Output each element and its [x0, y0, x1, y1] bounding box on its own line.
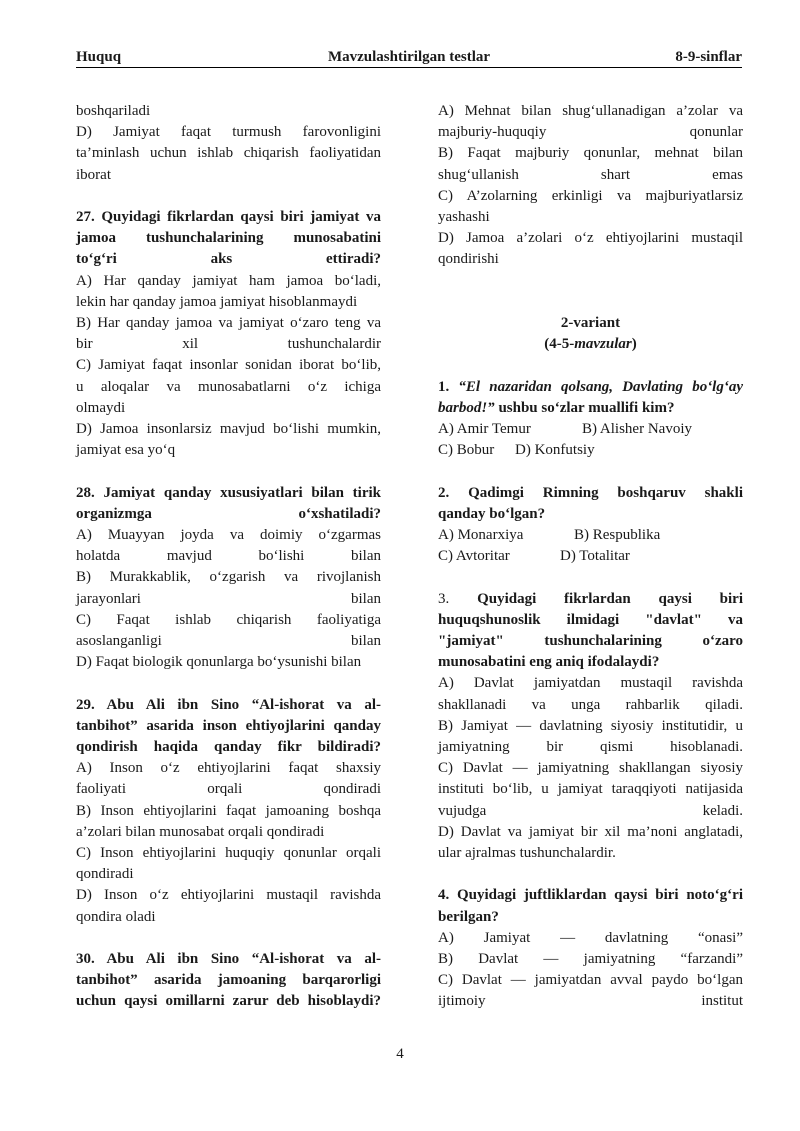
option-d: ular ajralmas tushunchalardir. — [438, 845, 616, 862]
question-text: 1. “El nazaridan qolsang, Davlating bo‘lg‘ay — [438, 378, 744, 395]
question-text: 28. Jamiyat qanday xususiyatlari bilan tirik — [76, 484, 381, 501]
option-b: B) Faqat majburiy qonunlar, mehnat bilan — [438, 145, 743, 162]
question-text: tanbihot” asarida jamoaning barqarorligi — [76, 972, 381, 989]
option-b: shug‘ullanish shart emas — [438, 166, 743, 183]
question-4 — [438, 885, 743, 1012]
option-a: A) Monarxiya — [438, 527, 524, 543]
option-d: D) Davlat va jamiyat bir xil ma’noni anglatadi, — [438, 823, 743, 840]
option-c: C) Jamiyat faqat insonlar sonidan iborat bo‘lib, — [76, 357, 381, 374]
right-column — [438, 101, 743, 1013]
question-text: 2. Qadimgi Rimning boshqaruv shakli — [438, 484, 743, 501]
option-d: D) Inson o‘z ehtiyojlarini mustaqil ravishda — [76, 887, 381, 904]
option-b: B) Jamiyat — davlatning siyosiy institutidir, u — [438, 717, 743, 734]
question-text: uchun qaysi omillarni zarur deb hisoblaydi? — [76, 993, 381, 1010]
question-3 — [438, 589, 743, 865]
option-c: u aloqalar va munosabatlarni o‘z ichiga — [76, 378, 381, 395]
question-text: qanday bo‘lgan? — [438, 505, 546, 522]
options-ab — [438, 419, 743, 440]
option-b: B) Alisher Navoiy — [582, 421, 692, 437]
option-b: B) Davlat — jamiyatning “farzandi” — [438, 951, 743, 968]
question-text: huquqshunoslik ilmidagi "davlat" va — [438, 611, 743, 628]
option-a: A) Davlat jamiyatdan mustaqil ravishda — [438, 675, 743, 692]
page-number: 4 — [396, 1046, 404, 1062]
option-c: C) Davlat — jamiyatdan avval paydo bo‘lgan — [438, 972, 743, 989]
question-text: barbod!” ushbu so‘zlar muallifi kim? — [438, 399, 675, 416]
option-b: B) Murakkablik, o‘zgarish va rivojlanish — [76, 569, 381, 586]
option-c: instituti bo‘lib, u jamiyat taraqqiyoti natijasida — [438, 781, 743, 798]
option-a: shakllanadi va unga rahbarlik qiladi. — [438, 696, 743, 713]
option-d: D) Konfutsiy — [515, 442, 595, 459]
option-d: qondirishi — [438, 251, 499, 268]
option-c: yashashi — [438, 209, 490, 226]
continued-option-d: ta’minlash uchun ishlab chiqarish faoliyatidan — [76, 145, 381, 162]
option-c: olmaydi — [76, 399, 126, 416]
option-b: jarayonlari bilan — [76, 590, 381, 607]
question-text: organizmga o‘xshatiladi? — [76, 505, 381, 522]
option-c: C) Faqat ishlab chiqarish faoliyatiga — [76, 611, 381, 628]
option-c: C) Inson ehtiyojlarini huquqiy qonunlar orqali — [76, 845, 381, 862]
question-text: 27. Quyidagi fikrlardan qaysi biri jamiyat va — [76, 209, 381, 225]
variant-topics: (4-5-mavzular) — [544, 336, 637, 353]
question-1 — [438, 377, 743, 462]
continued-option-d: D) Jamiyat faqat turmush farovonligini — [76, 124, 381, 141]
header-grade: 8-9-sinflar — [675, 49, 742, 65]
option-d: D) Jamoa a’zolari o‘z ehtiyojlarini mustaqil — [438, 230, 743, 247]
question-text: qondirish haqida qanday fikr bildiradi? — [76, 739, 381, 756]
option-a: lekin har qanday jamoa jamiyat hisoblanmaydi — [76, 293, 358, 310]
question-text: 29. Abu Ali ibn Sino “Al-ishorat va al- — [76, 696, 381, 713]
option-c: C) Davlat — jamiyatning shakllangan siyosiy — [438, 760, 743, 777]
options-cd — [438, 440, 743, 461]
option-a: majburiy-huquqiy qonunlar — [438, 124, 743, 141]
page-header — [76, 47, 742, 68]
question-28 — [76, 483, 381, 674]
option-d: D) Jamoa insonlarsiz mavjud bo‘lishi mumkin, — [76, 421, 381, 438]
option-a: holatda mavjud bo‘lishi bilan — [76, 548, 381, 565]
question-text: munosabatini eng aniq ifodalaydi? — [438, 654, 660, 671]
option-d: D) Faqat biologik qonunlarga bo‘ysunishi bilan — [76, 654, 362, 671]
option-a: A) Muayyan joyda va doimiy o‘zgarmas — [76, 527, 381, 544]
option-c: ijtimoiy institut — [438, 993, 743, 1010]
question-text: to‘g‘ri aks ettiradi? — [76, 251, 381, 268]
variant-title: 2-variant — [560, 315, 621, 331]
option-c: qondiradi — [76, 866, 134, 883]
question-text: 30. Abu Ali ibn Sino “Al-ishorat va al- — [76, 951, 381, 968]
option-d: D) Totalitar — [560, 548, 630, 565]
question-text: "jamiyat" tushunchalarining o‘zaro — [438, 633, 743, 649]
question-27 — [76, 207, 381, 461]
option-b: bir xil tushunchalardir — [76, 336, 381, 353]
continued-line: boshqariladi — [76, 103, 151, 119]
option-a: A) Har qanday jamiyat ham jamoa bo‘ladi, — [76, 272, 381, 289]
question-text: 3. Quyidagi fikrlardan qaysi biri — [438, 590, 744, 607]
option-b: B) Respublika — [574, 527, 661, 543]
option-a: A) Jamiyat — davlatning “onasi” — [438, 929, 743, 946]
header-title: Mavzulashtirilgan testlar — [327, 49, 491, 65]
header-subject: Huquq — [76, 49, 122, 65]
option-c: C) Avtoritar — [438, 548, 510, 565]
question-text: 4. Quyidagi juftliklardan qaysi biri noto‘g‘ri — [438, 887, 743, 904]
option-a: faoliyati orqali qondiradi — [76, 781, 381, 798]
option-b: B) Har qanday jamoa va jamiyat o‘zaro teng va — [76, 315, 381, 332]
question-text: tanbihot” asarida inson ehtiyojlarini qanday — [76, 717, 381, 734]
question-30 — [76, 949, 381, 1013]
option-b: jamiyatning bir qismi hisoblanadi. — [438, 739, 743, 756]
left-column — [76, 101, 381, 1013]
option-c: C) Bobur — [438, 442, 495, 459]
option-c: asoslanganligi bilan — [76, 633, 381, 650]
options-cd — [438, 546, 743, 567]
option-b: B) Inson ehtiyojlarini faqat jamoaning boshqa — [76, 802, 381, 819]
option-d: jamiyat esa yo‘q — [76, 442, 176, 459]
question-30-answers — [438, 101, 743, 271]
option-c: C) A’zolarning erkinligi va majburiyatlarsiz — [438, 187, 743, 204]
option-c: vujudga keladi. — [438, 802, 743, 819]
question-2 — [438, 483, 743, 568]
question-text: berilgan? — [438, 908, 499, 925]
option-a: A) Amir Temur — [438, 421, 531, 437]
option-b: a’zolari bilan munosabat orqali qondiradi — [76, 823, 325, 840]
options-ab — [438, 525, 743, 546]
continued-option-d: iborat — [76, 166, 111, 183]
option-a: A) Mehnat bilan shug‘ullanadigan a’zolar va — [438, 103, 743, 119]
option-d: qondira oladi — [76, 908, 156, 925]
question-29 — [76, 695, 381, 928]
question-text: jamoa tushunchalarining munosabatini — [76, 230, 381, 247]
option-a: A) Inson o‘z ehtiyojlarini faqat shaxsiy — [76, 760, 381, 777]
